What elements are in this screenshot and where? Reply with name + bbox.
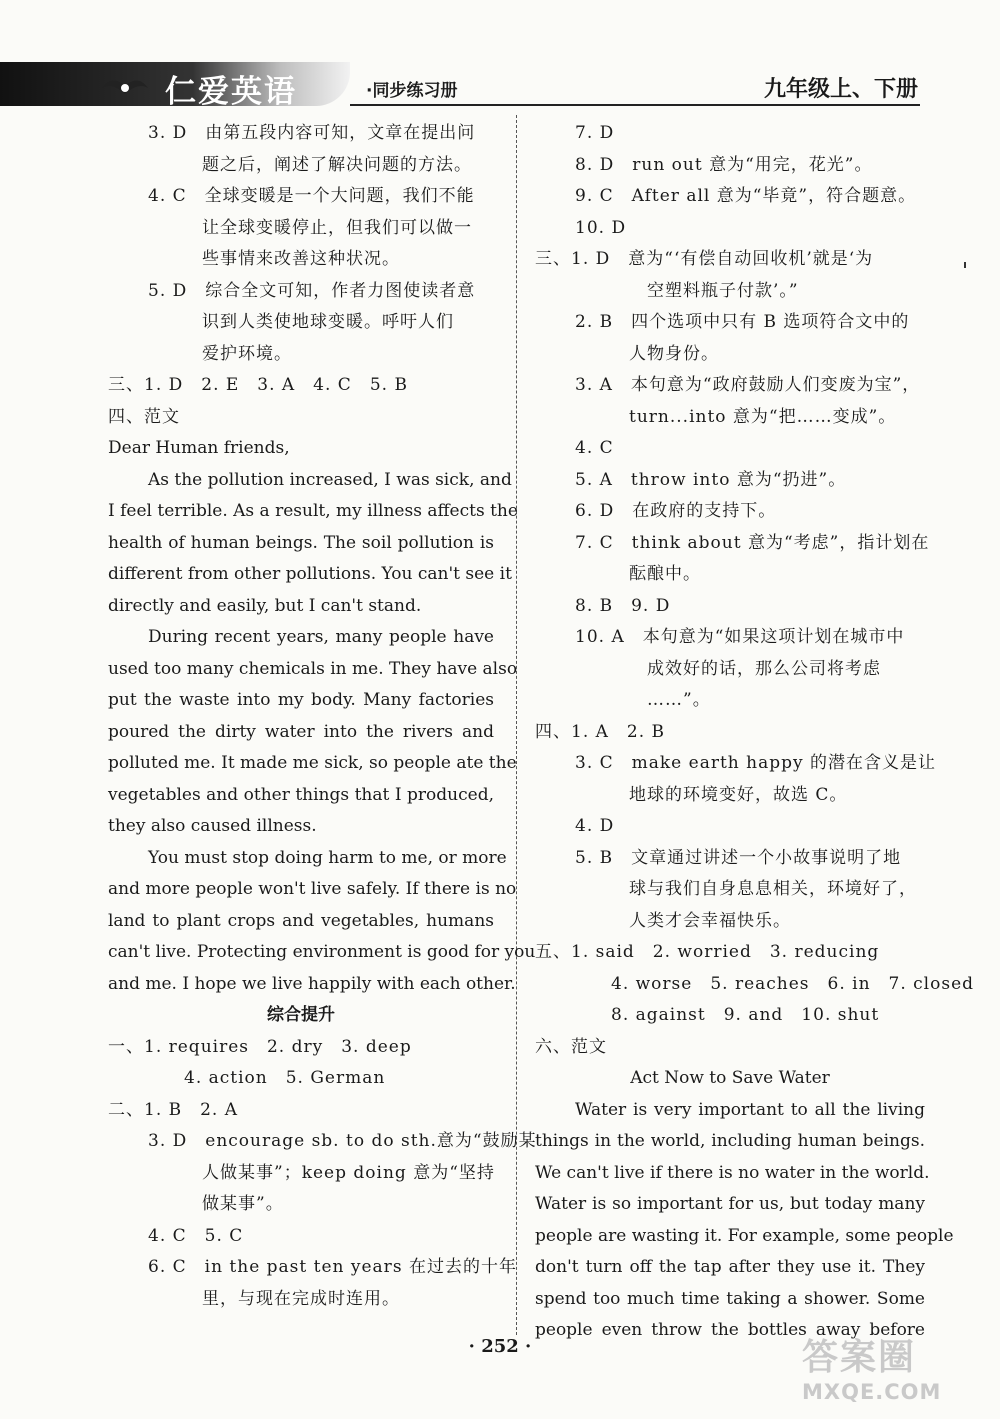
text-line: directly and easily, but I can't stand. bbox=[108, 595, 422, 616]
text-line: don't turn off the tap after they use it. They bbox=[535, 1257, 925, 1277]
text-line: turn...into 意为“把……变成”。 bbox=[575, 406, 897, 427]
header-rule bbox=[350, 104, 920, 106]
text-line: 四、范文 bbox=[108, 406, 180, 427]
text-line: and more people won't live safely. If there is no bbox=[108, 879, 517, 899]
text-line: You must stop doing harm to me, or more bbox=[148, 847, 507, 868]
text-line: 五、1. said 2. worried 3. reducing bbox=[535, 942, 880, 962]
text-line: Water is so important for us, but today many bbox=[535, 1194, 925, 1214]
text-line: 里，与现在完成时连用。 bbox=[148, 1288, 400, 1309]
text-line: vegetables and other things that I produced, bbox=[108, 784, 494, 805]
text-line: 球与我们自身息息相关，环境好了， bbox=[575, 879, 917, 899]
text-line: health of human beings. The soil pollution is bbox=[108, 532, 494, 553]
text-line: 6. C in the past ten years 在过去的十年 bbox=[148, 1257, 517, 1277]
text-line: can't live. Protecting environment is good for you bbox=[108, 942, 536, 962]
text-line: 4. D bbox=[575, 816, 615, 836]
text-line: 三、1. D 2. E 3. A 4. C 5. B bbox=[108, 375, 408, 395]
text-line: 三、1. D 意为“‘有偿自动回收机’就是‘为 bbox=[535, 249, 874, 269]
text-line: 2. B 四个选项中只有 B 选项符合文中的 bbox=[575, 312, 910, 332]
text-line: put the waste into my body. Many factories bbox=[108, 690, 494, 710]
text-line: Water is very important to all the living bbox=[575, 1099, 925, 1120]
text-line: they also caused illness. bbox=[108, 816, 317, 836]
text-line: 六、范文 bbox=[535, 1036, 607, 1057]
text-line: As the pollution increased, I was sick, and bbox=[148, 469, 512, 490]
text-line: 4. C 全球变暖是一个大问题，我们不能 bbox=[148, 186, 475, 206]
text-line: 4. action 5. German bbox=[148, 1068, 386, 1088]
text-line: 3. A 本句意为“政府鼓励人们变废为宝”， bbox=[575, 375, 921, 395]
text-line: We can't live if there is no water in the world. bbox=[535, 1162, 930, 1183]
text-line: Dear Human friends, bbox=[108, 438, 290, 458]
grade-label: 九年级上、下册 bbox=[763, 76, 918, 102]
text-line: 人类才会幸福快乐。 bbox=[575, 910, 791, 931]
text-line: 爱护环境。 bbox=[148, 343, 292, 364]
page-number: · 252 · bbox=[468, 1336, 532, 1357]
text-line: 综合提升 bbox=[267, 1005, 335, 1025]
page-header bbox=[0, 0, 1000, 112]
text-line: people even throw the bottles away before bbox=[535, 1320, 925, 1340]
text-line: 人物身份。 bbox=[575, 343, 719, 364]
text-line: 题之后，阐述了解决问题的方法。 bbox=[148, 154, 472, 175]
book-subtitle: ·同步练习册 bbox=[366, 81, 458, 101]
text-line: and me. I hope we live happily with each other. bbox=[108, 973, 516, 994]
text-line: 5. D 综合全文可知，作者力图使读者意 bbox=[148, 280, 476, 301]
watermark-logo-text: 答案圈 bbox=[802, 1337, 917, 1378]
right-column bbox=[535, 118, 975, 1347]
text-line: 8. against 9. and 10. shut bbox=[575, 1005, 880, 1025]
bird-logo-icon bbox=[100, 70, 150, 104]
text-line: 10. D bbox=[575, 217, 627, 238]
text-line: 人做某事”；keep doing 意为“坚持 bbox=[148, 1162, 495, 1183]
watermark-url: MXQE.COM bbox=[802, 1380, 942, 1404]
text-line: 4. worse 5. reaches 6. in 7. closed bbox=[575, 973, 975, 994]
text-line: 3. C make earth happy 的潜在含义是让 bbox=[575, 753, 937, 773]
text-line: 3. D encourage sb. to do sth.意为“鼓励某 bbox=[148, 1131, 537, 1151]
text-line: poured the dirty water into the rivers and bbox=[108, 721, 494, 742]
text-line: 酝酿中。 bbox=[575, 564, 701, 584]
text-line: 6. D 在政府的支持下。 bbox=[575, 501, 777, 521]
text-line: 4. C 5. C bbox=[148, 1225, 244, 1246]
text-line: 3. D 由第五段内容可知，文章在提出问 bbox=[148, 123, 476, 143]
text-line: spend too much time taking a shower. Some bbox=[535, 1288, 925, 1309]
text-line: 空塑料瓶子付款’。” bbox=[575, 280, 799, 301]
text-line: 一、1. requires 2. dry 3. deep bbox=[108, 1036, 412, 1057]
text-line: 让全球变暖停止，但我们可以做一 bbox=[148, 217, 472, 238]
text-line: 4. C bbox=[575, 438, 614, 458]
text-line: 识到人类使地球变暖。呼吁人们 bbox=[148, 312, 454, 332]
text-line: polluted me. It made me sick, so people ate the bbox=[108, 753, 517, 773]
text-line: 二、1. B 2. A bbox=[108, 1099, 239, 1120]
text-line: land to plant crops and vegetables, humans bbox=[108, 910, 494, 931]
text-line: 10. A 本句意为“如果这项计划在城市中 bbox=[575, 627, 905, 647]
left-column bbox=[108, 118, 537, 1315]
text-line: Act Now to Save Water bbox=[630, 1068, 830, 1088]
text-line: 7. D bbox=[575, 123, 615, 143]
text-line: 9. C After all 意为“毕竟”，符合题意。 bbox=[575, 186, 917, 206]
text-line: ……”。 bbox=[575, 690, 711, 710]
text-line: I feel terrible. As a result, my illness affects the bbox=[108, 501, 518, 521]
text-line: 5. B 文章通过讲述一个小故事说明了地 bbox=[575, 847, 902, 868]
text-line: 做某事”。 bbox=[148, 1194, 284, 1214]
text-line: 8. D run out 意为“用完，花光”。 bbox=[575, 154, 873, 175]
text-line: 地球的环境变好，故选 C。 bbox=[575, 784, 848, 805]
watermark bbox=[802, 1329, 982, 1404]
text-line: During recent years, many people have bbox=[148, 627, 494, 647]
text-line: 四、1. A 2. B bbox=[535, 721, 666, 742]
text-line: 5. A throw into 意为“扔进”。 bbox=[575, 469, 847, 490]
text-line: things in the world, including human beings. bbox=[535, 1131, 925, 1151]
text-line: people are wasting it. For example, some people bbox=[535, 1225, 954, 1246]
text-line: 8. B 9. D bbox=[575, 595, 671, 616]
margin-mark bbox=[964, 262, 966, 268]
text-line: 成效好的话，那么公司将考虑 bbox=[575, 658, 881, 679]
book-title: 仁爱英语 bbox=[165, 74, 297, 110]
text-line: different from other pollutions. You can't see it bbox=[108, 564, 512, 584]
text-line: used too many chemicals in me. They have also bbox=[108, 658, 518, 679]
text-line: 7. C think about 意为“考虑”，指计划在 bbox=[575, 532, 930, 553]
text-line: 些事情来改善这种状况。 bbox=[148, 249, 400, 269]
